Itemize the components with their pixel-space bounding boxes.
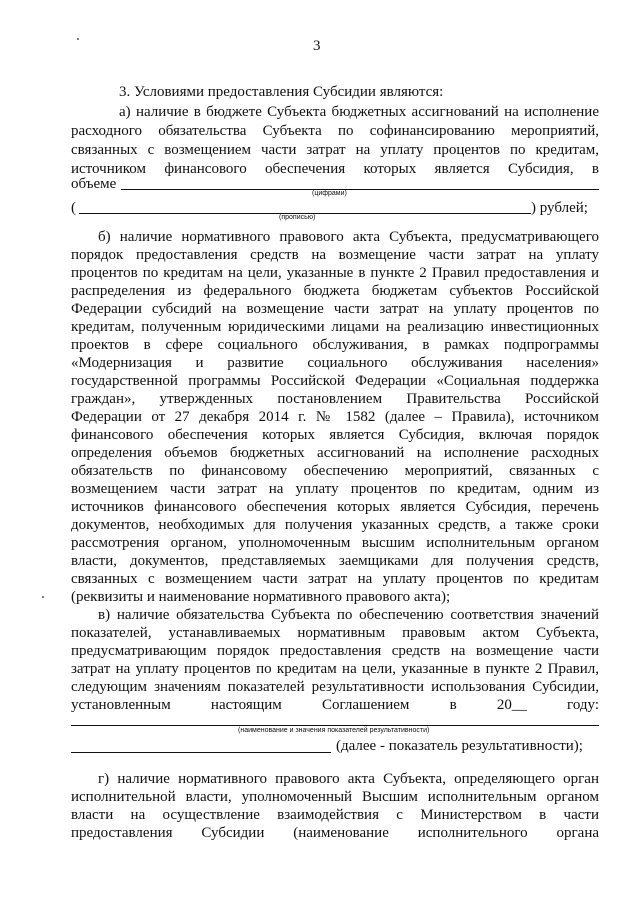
para-a-line: связанных с возмещением части затрат на уплату процентов по кредитам, [71, 142, 599, 158]
para-v-line: затрат на уплату процентов по кредитам на цели, указанные в пункте 2 Правил, [71, 661, 599, 677]
para-v-line: показателей, устанавливаемых нормативным правовым актом Субъекта, [71, 625, 599, 641]
para-b-line: Федерации субсидий на возмещение части затрат на уплату процентов по [71, 301, 599, 317]
indicator-value-blank [71, 752, 331, 753]
para-g-line: предоставления Субсидии (наименование исполнительного органа [71, 825, 599, 841]
para-v-line: предусматривающим порядок предоставления средств на возмещение части [71, 643, 599, 659]
para-v-line: установленным настоящим Соглашением в 20__ году: [71, 697, 599, 713]
conditions-heading: 3. Условиями предоставления Субсидии являются: [119, 84, 444, 100]
para-a-line: а) наличие в бюджете Субъекта бюджетных ассигнований на исполнение [119, 104, 599, 120]
para-b-line: порядок предоставления средств на возмещение части затрат на уплату [71, 247, 599, 263]
indicators-blank [71, 725, 599, 726]
para-b-line: процентов по кредитам на цели, указанные в пункте 2 Правил предоставления и [71, 265, 599, 281]
para-b-line: обязательств по финансовому обеспечению мероприятий, связанных с [71, 463, 599, 479]
para-b-line: граждан», утвержденных постановлением Правительства Российской [71, 391, 599, 407]
caption-words: (прописью) [279, 214, 316, 221]
indicator-tail: (далее - показатель результативности); [336, 738, 583, 754]
caption-indicators: (наименование и значения показателей результативности) [238, 727, 430, 734]
caption-digits: (цифрами) [312, 190, 347, 197]
scan-speck [77, 38, 79, 40]
para-b-line: Федерации от 27 декабря 2014 г. № 1582 (далее – Правила), источником [71, 409, 599, 425]
amount-digits-blank [121, 189, 599, 190]
para-b-line: источников финансового обеспечения которых является Субсидия, перечень [71, 499, 599, 515]
amount-open-paren: ( [71, 200, 76, 216]
para-b-line: распределения из федерального бюджета бюджетам субъектов Российской [71, 283, 599, 299]
para-b-line: рассмотрения органом, уполномоченным высшим исполнительным органом [71, 535, 599, 551]
para-b-line: возмещением части затрат на уплату процентов по кредитам, одним из [71, 481, 599, 497]
para-g-line: исполнительной власти, уполномоченный Высшим исполнительным органом [71, 789, 599, 805]
para-b-line: б) наличие нормативного правового акта Субъекта, предусматривающего [98, 229, 599, 245]
para-b-line: «Модернизация и развитие социального обслуживания населения» [71, 355, 599, 371]
para-b-line: связанных с возмещением части затрат на уплату процентов по кредитам [71, 571, 599, 587]
para-b-line: государственной программы Российской Федерации «Социальная поддержка [71, 373, 599, 389]
para-b-line: (реквизиты и наименование нормативного правового акта); [71, 589, 451, 605]
page-number: 3 [313, 38, 321, 54]
para-b-line: определения объемов бюджетных ассигнований на исполнение расходных [71, 445, 599, 461]
scan-speck [42, 596, 44, 598]
para-b-line: финансового обеспечения которых является Субсидия, включая порядок [71, 427, 599, 443]
para-a-line: расходного обязательства Субъекта по софинансированию мероприятий, [71, 123, 599, 139]
para-v-line: следующим значениям показателей результативности использования Субсидии, [71, 679, 599, 695]
para-a-line: источником финансового обеспечения которых является Субсидия, в [71, 161, 599, 177]
para-b-line: проектов в сфере социального обслуживания, в рамках подпрограммы [71, 337, 599, 353]
rub-suffix: ) рублей; [531, 200, 588, 216]
para-b-line: кредитам, полученным юридическими лицами на реализацию инвестиционных [71, 319, 599, 335]
para-g-line: власти на осуществление взаимодействия с Министерством в части [71, 807, 599, 823]
para-v-line: в) наличие обязательства Субъекта по обеспечению соответствия значений [98, 607, 599, 623]
para-g-line: г) наличие нормативного правового акта Субъекта, определяющего орган [98, 771, 599, 787]
para-b-line: власти, документов, представляемых заемщиками для получения средств, [71, 553, 599, 569]
para-b-line: документов, необходимых для получения указанных средств, а также сроки [71, 517, 599, 533]
para-a-line: объеме [71, 176, 117, 192]
